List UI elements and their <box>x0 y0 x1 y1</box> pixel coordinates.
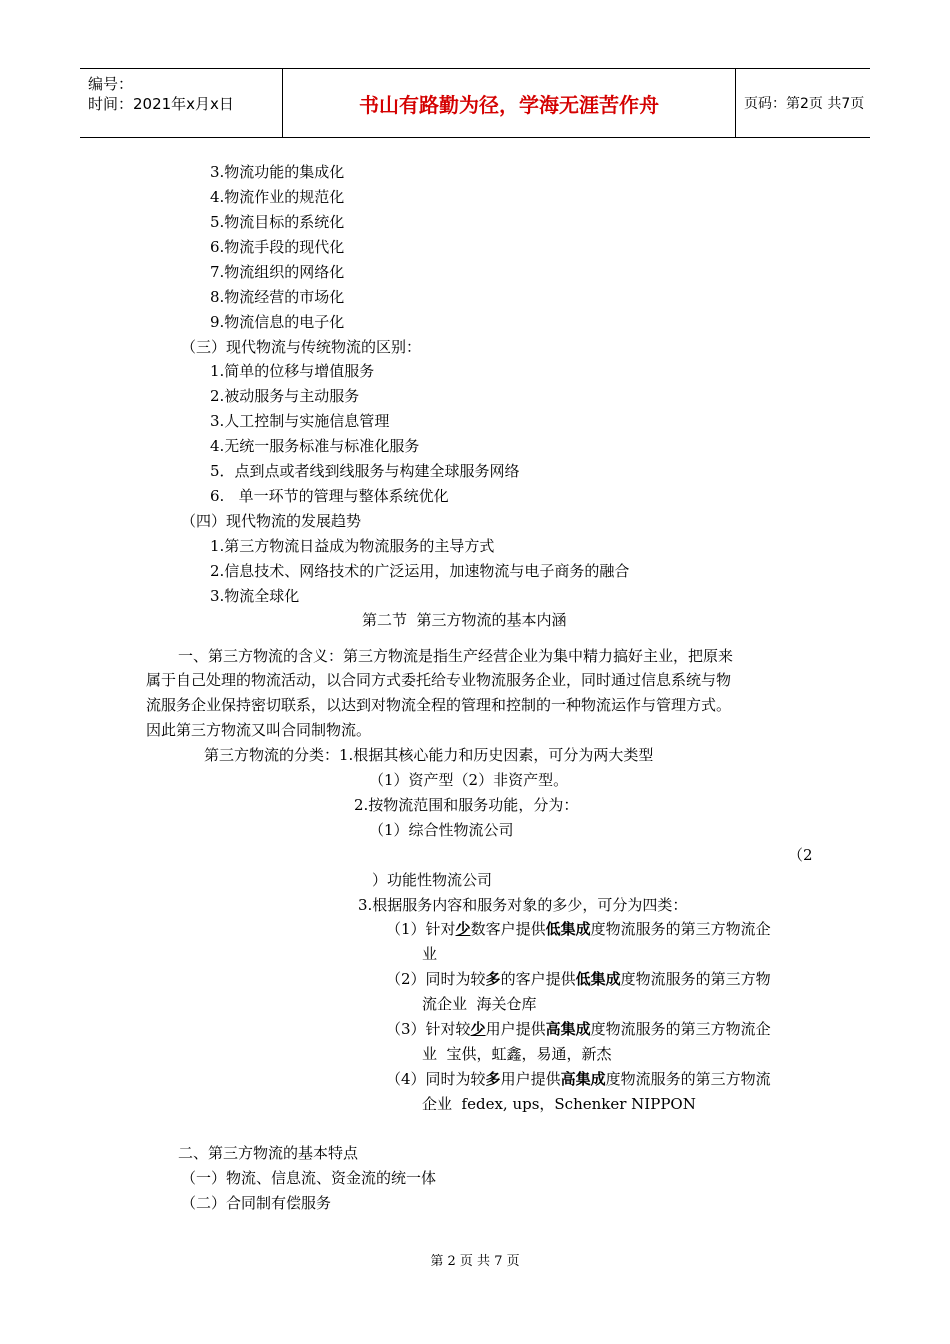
list-item: 2.被动服务与主动服务 <box>210 387 360 405</box>
section-heading: 二、第三方物流的基本特点 <box>178 1144 359 1162</box>
section-title: 第二节 第三方物流的基本内涵 <box>362 611 567 629</box>
list-item: 5.物流目标的系统化 <box>210 213 345 231</box>
list-item: （二）合同制有偿服务 <box>181 1194 332 1212</box>
category-item-cont: 企业 fedex, ups，Schenker NIPPON <box>422 1095 696 1113</box>
category-item: （4）同时为较多用户提供高集成度物流服务的第三方物流 <box>386 1070 771 1088</box>
paragraph-line: 流服务企业保持密切联系，以达到对物流全程的管理和控制的一种物流运作与管理方式。 <box>146 696 732 714</box>
list-item: 2.信息技术、网络技术的广泛运用，加速物流与电子商务的融合 <box>210 562 630 580</box>
header-motto: 书山有路勤为径，学海无涯苦作舟 <box>282 69 736 137</box>
classification-line: （1）资产型（2）非资产型。 <box>369 771 569 789</box>
section-heading: （四）现代物流的发展趋势 <box>181 512 362 530</box>
list-item: 4.物流作业的规范化 <box>210 188 345 206</box>
classification-line: （2 <box>788 846 813 864</box>
list-item: 3.物流全球化 <box>210 587 300 605</box>
list-item: 1.简单的位移与增值服务 <box>210 362 375 380</box>
category-item: （3）针对较少用户提供高集成度物流服务的第三方物流企 <box>386 1020 771 1038</box>
classification-line: 2.按物流范围和服务功能，分为： <box>354 796 579 814</box>
classification-line: ）功能性物流公司 <box>372 871 493 889</box>
category-item: （2）同时为较多的客户提供低集成度物流服务的第三方物 <box>386 970 771 988</box>
category-item-cont: 业 宝供，虹鑫，易通，新杰 <box>422 1045 612 1063</box>
category-item-cont: 业 <box>422 945 438 963</box>
list-item: 8.物流经营的市场化 <box>210 288 345 306</box>
list-item: 6.物流手段的现代化 <box>210 238 345 256</box>
header-page-info: 页码：第2页 共7页 <box>744 96 865 112</box>
doc-time: 时间：2021年x月x日 <box>88 95 234 113</box>
list-item: 4.无统一服务标准与标准化服务 <box>210 437 420 455</box>
section-heading: （三）现代物流与传统物流的区别： <box>181 338 422 356</box>
classification-line: 第三方物流的分类：1.根据其核心能力和历史因素，可分为两大类型 <box>204 746 654 764</box>
list-item: 3.物流功能的集成化 <box>210 163 345 181</box>
classification-line: 3.根据服务内容和服务对象的多少，可分为四类： <box>358 896 688 914</box>
list-item: 7.物流组织的网络化 <box>210 263 345 281</box>
list-item: 9.物流信息的电子化 <box>210 313 345 331</box>
list-item: （一）物流、信息流、资金流的统一体 <box>181 1169 437 1187</box>
doc-number: 编号： <box>88 75 134 93</box>
paragraph-line: 一、第三方物流的含义：第三方物流是指生产经营企业为集中精力搞好主业，把原来 <box>178 647 734 665</box>
category-item-cont: 流企业 海关仓库 <box>422 995 537 1013</box>
header-meta <box>80 69 282 137</box>
page-header <box>80 68 870 138</box>
page-footer: 第 2 页 共 7 页 <box>430 1254 520 1269</box>
list-item: 6. 单一环节的管理与整体系统优化 <box>210 487 449 505</box>
list-item: 5．点到点或者线到线服务与构建全球服务网络 <box>210 462 520 480</box>
classification-line: （1）综合性物流公司 <box>369 821 514 839</box>
list-item: 3.人工控制与实施信息管理 <box>210 412 390 430</box>
paragraph-line: 属于自己处理的物流活动，以合同方式委托给专业物流服务企业，同时通过信息系统与物 <box>146 671 732 689</box>
paragraph-line: 因此第三方物流又叫合同制物流。 <box>146 721 372 739</box>
list-item: 1.第三方物流日益成为物流服务的主导方式 <box>210 537 495 555</box>
category-item: （1）针对少数客户提供低集成度物流服务的第三方物流企 <box>386 920 771 938</box>
